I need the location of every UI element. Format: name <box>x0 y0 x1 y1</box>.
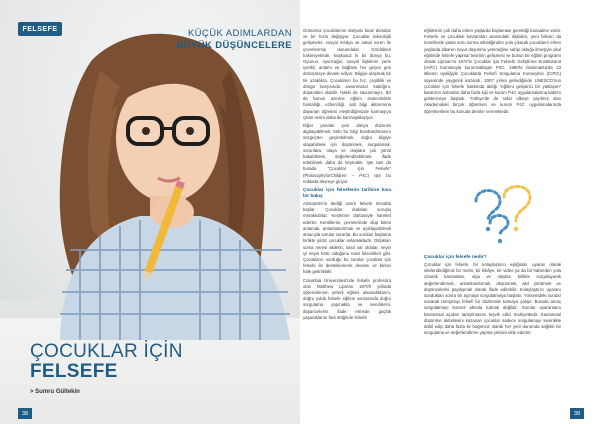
page-number-left: 38 <box>18 408 32 419</box>
author-credit: > Sumru Gültekin <box>30 389 80 395</box>
title-line-1: ÇOCUKLAR İÇİN <box>30 341 183 362</box>
article-title <box>30 342 250 382</box>
page-number-right: 39 <box>570 408 584 419</box>
paragraph: Diğer yandan yeni dünya düzenini algılayabilmek, türlü bu bilgi bombardımanını süzgeçten geçirebilmek, doğru bilgiye ulaşabilmek için düşünmek, sorgulamak, sorunlara, olaya ve olaylara çok yönlü bakabilmek, değerlendirebilmek, ifade edebilmek daha da keymaktı. İşte tam da burada “Çocuklar için Felsefe” (PhilosophyforChildren – P4C) işte bu noktada devreye giriyor. <box>303 123 391 184</box>
title-line-2: FELSEFE <box>30 361 118 382</box>
question-marks-illustration <box>468 183 538 245</box>
paragraph: Günümüz çocuklarının dünyası biraz dümdüz ve bir hızla değişiyor. Çocuklar teknolojik gelişmeler, sosyal medya ve sanal evren ile çevrelenmiş durumdalar. Gördükleri hakimiyetinde, kuşkusuz ki bir dünya bu. Oyunun, oyuncağın, sosyal ilişkilerin yerle içerikli, anlamı ve bağlamı her geçen gün dönüşmeye devam ediyor. Bilgiye ulaşmak bir tık uzaklıkta. Çocukların bu hız, çeşitlilik ve döngü karşısında savunmasız kaldığını, düşünülen olabilir. Hakkı de savunmayız. Bir de bunun üzerine eğitim sistemindeki hantallığı, ezberciliği, salt bilgi aktarımına dayanan öğretimi eleştirdiğimizde karmaşıya çıkan resim daha de karmaşıklaşıyor. <box>303 28 391 120</box>
brand-tag: FELSEFE <box>18 22 62 36</box>
paragraph: Aristoteles'in dediği üzere felsefe merakla başlar. Çocuklar dodalan soruşlu meraklıdırlar. Keşfetme dürtüsüyle hareket ederler. Kendilerini, çevrelerinde olup biteni anlamak, anlamlandırmak ve açıklayabilmek amacıyla sorular sorarlar. Bu soruları başlama birlikte yıldız çocuklar anlamaktadır. Oldukları soma neresi akilerki, nasıl var oldular, neyin iyi neyin kötü olduğunu nasıl bilecekleri gibi. Çocukların sorduğu bu sorular çocuklar için felsefe ile desteklenerek devamı ve birinci hale getirilebilir. <box>303 201 391 275</box>
heading-line-2: BÜYÜK DÜŞÜNCELERE <box>176 40 292 51</box>
spread-heading <box>152 28 292 51</box>
paragraph: Çocuklar için felsefe, bir kolaylaştırıcı eşliğinde, uyaran olarak nitelendirdiğimiz bir metin, bir hikâye, bir video ya da bir haberden yola çıkarak kavramları, olgu ve olayları birlikte sorgulayarak değerlendirmek, anlamlandırmak, düşünmek, akıl yürütmek ve düşüncelerini paylaşmak olarak ifade edilebilir. Kolaylaştırıcı uyaranı sunduktan sonra bir açmaya sorgulatmaya başlatır. Yöntemdeki sorular sonarak tartışmayı felsefi bir düzlemde tutmaya çalışır. Burada amaç sorgulatmayı kontrol altında tutmak değildir. Sorular uyaranların kavramsal açıdan tartışılmasını teşvik edici mahiyettedir. Kavramsal düşünme aktivitesini kazanan çocuklar sadece sorgulamayı kesinlikle dahil edip daha fazla ile bağımsız olarak her yeni durumda sağlıklı bir sorgulama ve değerlendirme yapma yetisini elde ederler. <box>424 262 561 336</box>
section-title-what-is: Çocuklar için felsefe nedir? <box>424 255 487 260</box>
girl-with-pencil-photo <box>0 0 300 340</box>
section-title-history: Çocuklar için felsefenin tarihine kısa bir bakış <box>303 188 391 200</box>
paragraph: eğitiminin çok daha erken yaşlarda başlaması gerektiği kanaatine vardı. Felsefe ve çocukluk kavramları arasındaki ilişkiden, yeni bilinen da temellerde yatan soru sorma etkinliğinden yola çıkarak çocukların erken yaşlarda itibaren soyut düşünme yeteneğine sahip olduğu ilmeşiyle okul eğitimde felsefe yapma/ tesirinin gelişmesi ve bunun bir eğitim programı olarak Lipman'ın 1974'te Çocuklar için Felsefe Geliştirme Enstitüsünü (IAPC) kurmasıyla kurumsallaşan P4C, 1980'le Danimarka'da 23 ülkenin üyeliğiyle Çocuklarla Felsefi Sorgulama Konseyinin (ICPIC) sayesinde yaygınlık kazandı. 2007 yılına gelindiğinde UNESCO'nun çocuklar için felsefe hakkında aldığı “eğitimi geliştirici bir yaklaşım” kararının ardından daha fazla kişi ve kurum P4C uygulamalarına katılım göstermeye başladı. Türkiye'de de sekiz ülkeye yayılmış olan Akademideki birçok öğretmen ve kurum P4C uygulamalarında öğretmenlere bu konuda dersler vermektedir. <box>424 28 561 114</box>
text-column-2-lower <box>424 252 561 338</box>
text-column-1 <box>303 28 391 323</box>
text-column-2 <box>424 28 561 117</box>
heading-line-1: KÜÇÜK ADIMLARDAN <box>187 28 292 39</box>
paragraph: Columbia Üniversitesi'nde felsefe profesörü olan Matthew Lipman 1970'li yıllarda öğrencilerinin yeterli eğitimi alamadıklarını, doğru yolda felsefe eğitimi sonrasında doğru sorgulama yapmakta ve kendilerini, düşüncelerini ifade etmede güçlük yaşadıklarını fark ettiğinde felsefe <box>303 277 391 320</box>
